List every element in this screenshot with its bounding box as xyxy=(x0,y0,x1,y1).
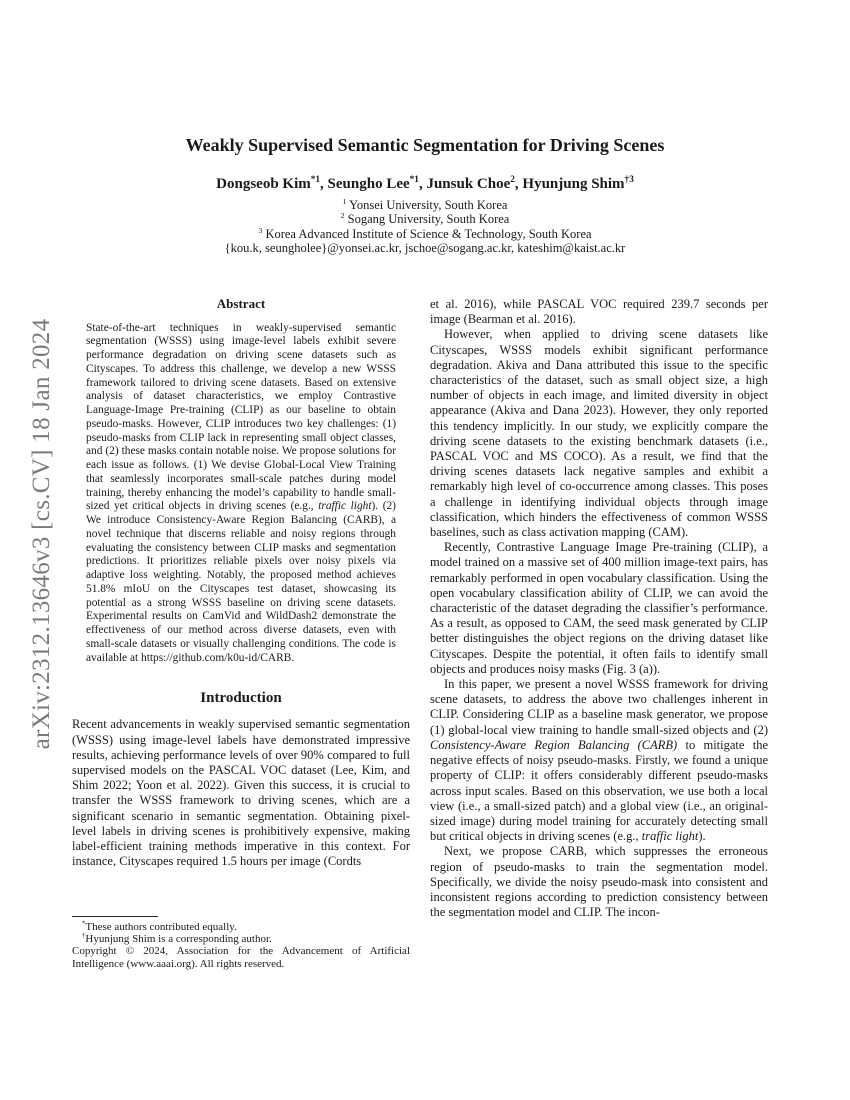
introduction-heading: Introduction xyxy=(200,690,282,707)
footnote-corresponding-author: †Hyunjung Shim is a corresponding author. xyxy=(82,932,272,946)
author-line: Dongseob Kim$^{*1}$, Seungho Lee$^{*1}$, Junsuk Choe$^2$, Hyunjung Shim$^{\dagger 3}$ xyxy=(216,174,634,192)
affiliation-block xyxy=(0,198,850,256)
body-paragraph: et al. 2016), while PASCAL VOC required 239.7 seconds per image (Bearman et al. 2016). xyxy=(430,297,768,327)
paper-title: Weakly Supervised Semantic Segmentation for Driving Scenes xyxy=(185,135,665,155)
abstract-text: State-of-the-art techniques in weakly-supervised semantic segmentation (WSSS) using image-level labels exhibit severe performance degradation on driving scene datasets such as Cityscapes. To address this challenge, we develop a new WSSS framework tailored to driving scene datasets. Based on extensive analysis of dataset characteristics, we employ Contrastive Language-Image Pre-training (CLIP) as our baseline to obtain pseudo-masks. However, CLIP introduces two key challenges: (1) pseudo-masks from CLIP lack in representing small object classes, and (2) these masks contain notable noise. We propose solutions for each issue as follows. (1) We devise Global-Local View Training that seamlessly incorporates small-scale patches during model training, thereby enhancing the model’s capability to handle small-sized yet critical objects in driving scenes (e.g., traffic light). (2) We introduce Consistency-Aware Region Balancing (CARB), a novel technique that discerns reliable and noisy regions through evaluating the consistency between CLIP masks and segmentation predictions. It prioritizes reliable pixels over noisy pixels via adaptive loss weighting. Notably, the proposed method achieves 51.8% mIoU on the Cityscapes test dataset, showcasing its potential as a strong WSSS baseline on driving scene datasets. Experimental results on CamVid and WildDash2 demonstrate the effectiveness of our method across diverse datasets, even with small-scale datasets or visually challenging conditions. The code is available at https://github.com/k0u-id/CARB. xyxy=(86,321,396,664)
abstract-heading: Abstract xyxy=(216,296,266,311)
arxiv-watermark: arXiv:2312.13646v3 [cs.CV] 18 Jan 2024 xyxy=(28,318,55,750)
right-column xyxy=(430,297,768,920)
body-paragraph: Recently, Contrastive Language Image Pre-training (CLIP), a model trained on a massive set of 400 million image-text pairs, has remarkably performed in open vocabulary classification. Using the open vocabulary classification ability of CLIP, we can avoid the characteristic of the dataset degrading the classifier’s performance. As a result, as opposed to CAM, the seed mask generated by CLIP better distinguishes the object regions on the driving dataset like Cityscapes. Despite the potential, it often fails to identify small objects and produces noisy masks (Fig. 3 (a)). xyxy=(430,540,768,676)
introduction-paragraph: Recent advancements in weakly supervised semantic segmentation (WSSS) using image-level labels have demonstrated impressive results, achieving performance levels of over 90% compared to full supervised models on the PASCAL VOC dataset (Lee, Kim, and Shim 2022; Yoon et al. 2022). Given this success, it is crucial to transfer the WSSS framework to driving scenes, which are a significant scenario in semantic segmentation. Obtaining pixel-level labels in driving scenes is prohibitively expensive, making label-efficient training methods imperative in this context. For instance, Cityscapes required 1.5 hours per image (Cordts xyxy=(72,717,410,869)
footnote-equal-contribution: *These authors contributed equally. xyxy=(82,920,237,933)
paper-header xyxy=(0,135,850,256)
left-column xyxy=(72,296,410,869)
affiliation-line-3: $^3$ Korea Advanced Institute of Science & Technology, South Korea xyxy=(258,225,592,241)
affiliation-line-1: $^1$ Yonsei University, South Korea xyxy=(342,196,508,212)
footnote-rule xyxy=(72,916,158,917)
footnote-block xyxy=(72,916,410,970)
affiliation-line-2: $^2$ Sogang University, South Korea xyxy=(340,211,510,227)
body-paragraph: Next, we propose CARB, which suppresses the erroneous region of pseudo-masks to train the segmentation model. Specifically, we divide the noisy pseudo-mask into consistent and inconsistent regions according to prediction consistency between the segmentation model and CLIP. The incon- xyxy=(430,844,768,920)
body-paragraph: However, when applied to driving scene datasets like Cityscapes, WSSS models exhibit significant performance degradation. Akiva and Dana attributed this issue to the specific characteristics of the dataset, such as small object size, a high number of objects in each image, and limited diversity in object appearance (Akiva and Dana 2023). However, they only reported this tendency implicitly. In our study, we explicitly compare the driving scene datasets to the existing benchmark datasets (i.e., PASCAL VOC and MS COCO). As a result, we find that the driving scenes datasets lack negative samples and exhibit a remarkably high level of co-occurrence among classes. This poses a challenge in identifying individual objects through image classification, which hinders the effectiveness of common WSSS baselines, such as class activation mapping (CAM). xyxy=(430,327,768,540)
author-emails: {kou.k, seungholee}@yonsei.ac.kr, jschoe@sogang.ac.kr, kateshim@kaist.ac.kr xyxy=(224,241,626,256)
body-paragraph: In this paper, we present a novel WSSS framework for driving scene datasets, to address the above two challenges inherent in CLIP. Considering CLIP as a baseline mask generator, we propose (1) global-local view training to handle small-sized objects and (2) Consistency-Aware Region Balancing (CARB) to mitigate the negative effects of noisy pseudo-masks. Firstly, we found a unique property of CLIP: it offers considerably different pseudo-masks across input scales. Based on this observation, we use both a local view (i.e., a small-sized patch) and a global view (i.e., an original-sized image) during model training for accurately detecting small but critical objects in driving scenes (e.g., traffic light). xyxy=(430,677,768,844)
footnote-copyright: Copyright © 2024, Association for the Advancement of Artificial Intelligence (www.aaai.org). All rights reserved. xyxy=(72,945,410,970)
